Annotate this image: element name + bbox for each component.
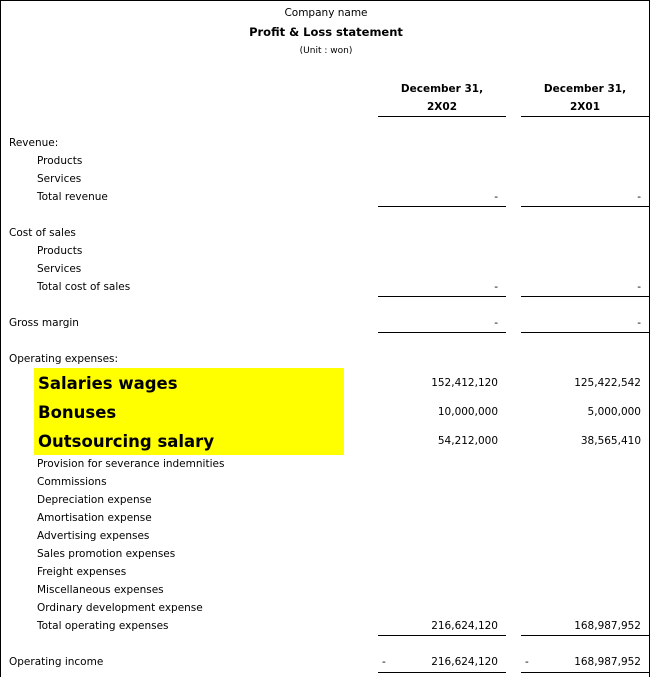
column-underline [378,116,506,117]
total-underline [521,332,649,333]
salaries-wages-2x02: 152,412,120 [431,377,498,389]
operating-income-dash-2x02: - [382,656,386,668]
outsourcing-salary-2x01: 38,565,410 [580,435,641,447]
total-revenue-label: Total revenue [37,191,108,203]
revenue-title: Revenue: [9,137,59,149]
gross-margin-label: Gross margin [9,317,79,329]
revenue-products: Products [37,155,83,167]
column-header-2x01 [521,80,649,116]
cost-products: Products [37,245,83,257]
total-revenue-2x02: - [494,191,498,203]
bonuses-2x01: 5,000,000 [587,406,641,418]
total-operating-expenses-2x02: 216,624,120 [431,620,498,632]
column-header-date: December 31, [400,83,484,95]
cost-of-sales-title: Cost of sales [9,227,76,239]
statement-title: Profit & Loss statement [249,25,403,39]
total-operating-expenses-2x01: 168,987,952 [574,620,641,632]
unit-note: (Unit : won) [299,46,353,56]
total-underline [521,672,649,673]
total-underline [378,635,506,636]
total-underline [378,672,506,673]
column-header-year: 2X01 [569,101,600,113]
total-underline [378,206,506,207]
operating-expenses-title: Operating expenses: [9,353,119,365]
total-revenue-2x01: - [637,191,641,203]
total-cost-2x01: - [637,281,641,293]
total-cost-2x02: - [494,281,498,293]
operating-income-label: Operating income [9,656,104,668]
column-header-2x02 [378,80,506,116]
operating-income-2x01: 168,987,952 [574,656,641,668]
total-cost-label: Total cost of sales [37,281,131,293]
operating-income-dash-2x01: - [525,656,529,668]
column-header-date: December 31, [543,83,627,95]
column-header-year: 2X02 [426,101,457,113]
total-underline [521,296,649,297]
total-underline [378,296,506,297]
expense-item: Miscellaneous expenses [37,584,164,596]
expense-item: Sales promotion expenses [37,548,176,560]
outsourcing-salary-2x02: 54,212,000 [437,435,498,447]
operating-income-2x02: 216,624,120 [431,656,498,668]
expense-item: Commissions [37,476,107,488]
gross-margin-2x02: - [494,317,498,329]
cost-services: Services [37,263,82,275]
expense-item: Depreciation expense [37,494,152,506]
revenue-services: Services [37,173,82,185]
salaries-wages-label: Salaries wages [38,374,178,393]
salaries-wages-2x01: 125,422,542 [574,377,641,389]
total-operating-expenses-label: Total operating expenses [37,620,169,632]
total-underline [521,635,649,636]
gross-margin-2x01: - [637,317,641,329]
company-name: Company name [284,7,368,19]
column-underline [521,116,649,117]
expense-item: Amortisation expense [37,512,152,524]
total-underline [521,206,649,207]
bonuses-2x02: 10,000,000 [437,406,498,418]
outsourcing-salary-label: Outsourcing salary [38,432,215,451]
bonuses-label: Bonuses [38,403,117,422]
total-underline [378,332,506,333]
expense-item: Ordinary development expense [37,602,203,614]
expense-item: Freight expenses [37,566,127,578]
expense-item: Advertising expenses [37,530,150,542]
expense-item: Provision for severance indemnities [37,458,225,470]
